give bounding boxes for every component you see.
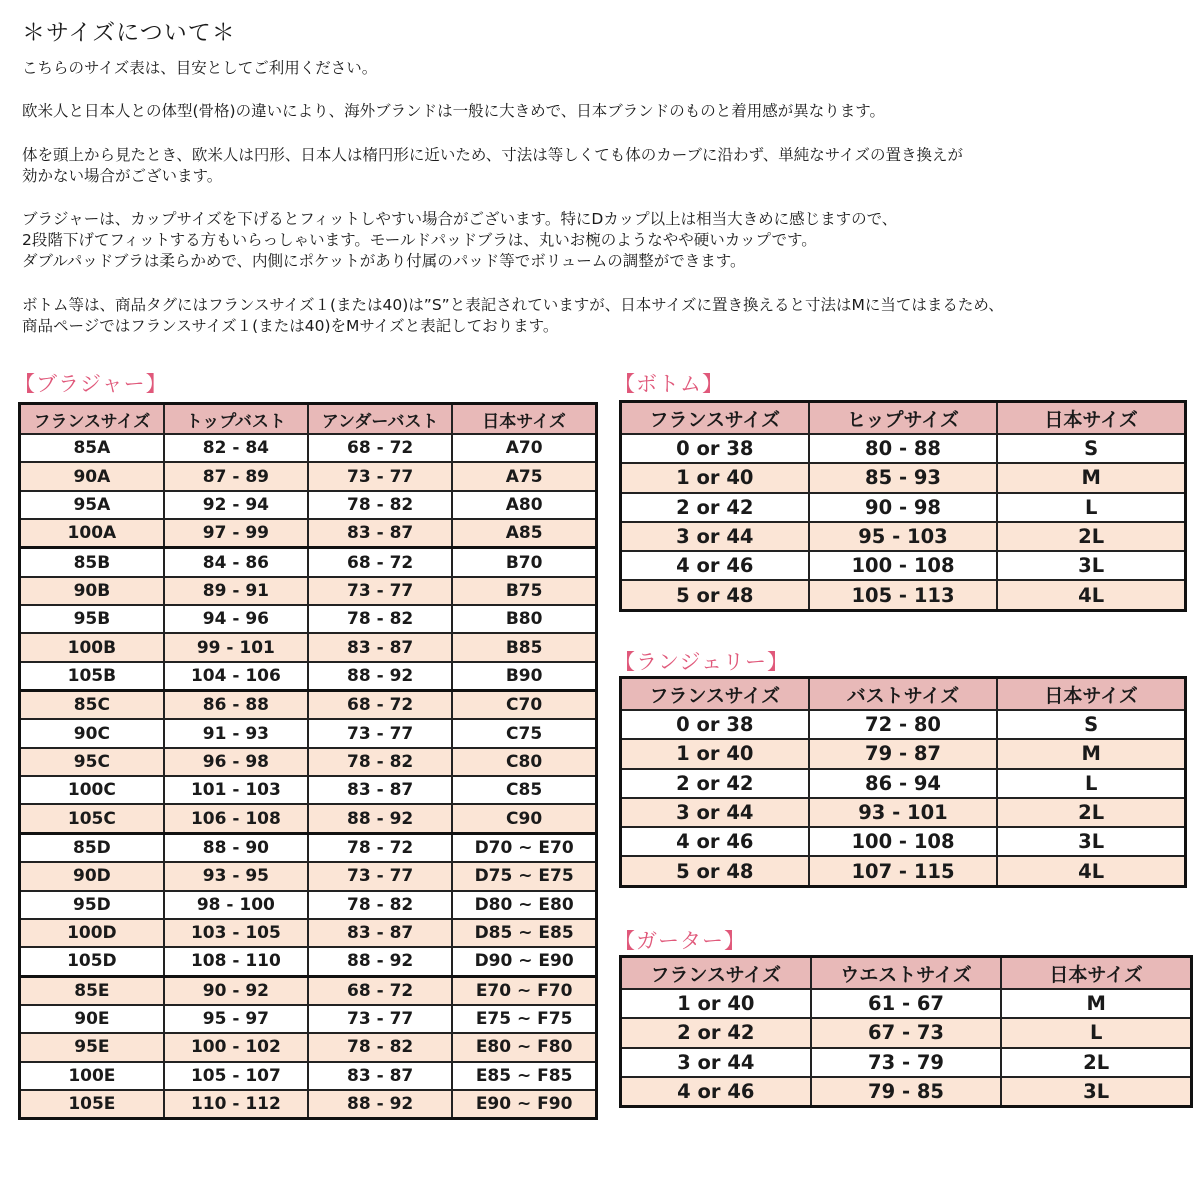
table-cell: 93 - 101	[809, 798, 998, 827]
table-row	[20, 862, 597, 890]
table-cell: 90D	[20, 862, 164, 890]
column-header: フランスサイズ	[20, 404, 164, 435]
table-cell: 105E	[20, 1090, 164, 1119]
column-header: 日本サイズ	[997, 678, 1185, 711]
column-header: バストサイズ	[809, 678, 998, 711]
column-header: 日本サイズ	[997, 402, 1185, 435]
table-cell: 1 or 40	[621, 463, 809, 492]
table-row	[621, 1077, 1192, 1107]
table-cell: 78 - 82	[308, 491, 452, 519]
table-row	[20, 919, 597, 947]
table-cell: 2 or 42	[621, 493, 809, 522]
table-cell: 2L	[1001, 1048, 1191, 1077]
bottom-size-table	[619, 400, 1187, 612]
table-cell: 106 - 108	[164, 804, 308, 833]
table-cell: B85	[452, 633, 596, 661]
table-row	[20, 491, 597, 519]
table-cell: 73 - 77	[308, 862, 452, 890]
intro-line: 効かない場合がございます。	[22, 167, 223, 185]
table-cell: A75	[452, 462, 596, 490]
table-row	[20, 776, 597, 804]
table-cell: 61 - 67	[811, 989, 1002, 1018]
table-cell: 2 or 42	[621, 769, 809, 798]
table-cell: 90 - 92	[164, 976, 308, 1005]
intro-line: 欧米人と日本人との体型(骨格)の違いにより、海外ブランドは一般に大きめで、日本ブランドのものと着用感が異なります。	[22, 102, 886, 120]
table-cell: 83 - 87	[308, 633, 452, 661]
table-header-row	[20, 404, 597, 435]
table-cell: 72 - 80	[809, 710, 998, 739]
column-header: フランスサイズ	[621, 957, 811, 990]
column-header: ヒップサイズ	[809, 402, 998, 435]
table-cell: 93 - 95	[164, 862, 308, 890]
table-cell: 90A	[20, 462, 164, 490]
table-cell: 95B	[20, 605, 164, 633]
table-cell: 5 or 48	[621, 856, 809, 886]
table-cell: C75	[452, 719, 596, 747]
table-cell: D70 ~ E70	[452, 833, 596, 862]
table-header-row	[621, 402, 1186, 435]
table-cell: 97 - 99	[164, 519, 308, 548]
table-cell: 86 - 94	[809, 769, 998, 798]
table-cell: 68 - 72	[308, 976, 452, 1005]
table-row	[20, 577, 597, 605]
table-row	[20, 662, 597, 691]
table-row	[621, 739, 1186, 768]
table-cell: 80 - 88	[809, 434, 998, 463]
table-cell: D85 ~ E85	[452, 919, 596, 947]
table-cell: E90 ~ F90	[452, 1090, 596, 1119]
table-row	[621, 463, 1186, 492]
table-cell: 95 - 103	[809, 522, 998, 551]
table-cell: 95E	[20, 1033, 164, 1061]
table-row	[20, 691, 597, 720]
table-cell: D90 ~ E90	[452, 947, 596, 976]
table-cell: 67 - 73	[811, 1018, 1002, 1047]
table-cell: B80	[452, 605, 596, 633]
table-cell: 79 - 85	[811, 1077, 1002, 1107]
garter-size-table	[619, 955, 1193, 1108]
table-cell: 3 or 44	[621, 798, 809, 827]
table-cell: 87 - 89	[164, 462, 308, 490]
table-cell: 91 - 93	[164, 719, 308, 747]
table-row	[621, 551, 1186, 580]
table-cell: 95C	[20, 748, 164, 776]
table-cell: 68 - 72	[308, 434, 452, 462]
table-cell: 78 - 82	[308, 748, 452, 776]
table-cell: 4L	[997, 580, 1185, 610]
table-row	[20, 462, 597, 490]
table-cell: 3L	[997, 551, 1185, 580]
column-header: フランスサイズ	[621, 678, 809, 711]
table-cell: 100 - 102	[164, 1033, 308, 1061]
table-cell: 78 - 82	[308, 605, 452, 633]
table-cell: 4 or 46	[621, 1077, 811, 1107]
column-header: トップバスト	[164, 404, 308, 435]
table-cell: 78 - 72	[308, 833, 452, 862]
table-cell: 83 - 87	[308, 919, 452, 947]
table-row	[621, 769, 1186, 798]
table-cell: 78 - 82	[308, 891, 452, 919]
table-cell: 3 or 44	[621, 522, 809, 551]
table-row	[20, 1090, 597, 1119]
table-row	[621, 856, 1186, 886]
table-cell: 105 - 107	[164, 1062, 308, 1090]
table-cell: 100D	[20, 919, 164, 947]
table-cell: 100 - 108	[809, 827, 998, 856]
table-row	[20, 605, 597, 633]
table-row	[621, 1048, 1192, 1077]
table-row	[621, 493, 1186, 522]
table-cell: 100B	[20, 633, 164, 661]
table-cell: 105B	[20, 662, 164, 691]
table-cell: B70	[452, 548, 596, 577]
bra-size-table	[18, 402, 598, 1120]
table-cell: 90 - 98	[809, 493, 998, 522]
table-cell: M	[997, 739, 1185, 768]
table-cell: 4L	[997, 856, 1185, 886]
table-cell: 95 - 97	[164, 1005, 308, 1033]
table-header-row	[621, 957, 1192, 990]
intro-paragraph-1	[22, 58, 377, 79]
table-cell: L	[997, 493, 1185, 522]
table-cell: S	[997, 434, 1185, 463]
table-cell: 100 - 108	[809, 551, 998, 580]
table-cell: 90E	[20, 1005, 164, 1033]
table-cell: 107 - 115	[809, 856, 998, 886]
table-row	[621, 989, 1192, 1018]
table-cell: 0 or 38	[621, 710, 809, 739]
table-cell: 73 - 77	[308, 1005, 452, 1033]
table-row	[621, 710, 1186, 739]
table-cell: A85	[452, 519, 596, 548]
table-header-row	[621, 678, 1186, 711]
table-cell: 2L	[997, 798, 1185, 827]
table-cell: 85C	[20, 691, 164, 720]
table-row	[621, 827, 1186, 856]
intro-line: 2段階下げてフィットする方もいらっしゃいます。モールドパッドブラは、丸いお椀のようなやや硬いカップです。	[22, 231, 817, 249]
table-row	[621, 434, 1186, 463]
table-cell: A70	[452, 434, 596, 462]
table-cell: C70	[452, 691, 596, 720]
table-row	[621, 1018, 1192, 1047]
lingerie-section-label: 【ランジェリー】	[614, 650, 790, 674]
table-cell: 68 - 72	[308, 548, 452, 577]
intro-line: ボトム等は、商品タグにはフランスサイズ１(または40)は”S”と表記されていますが、日本サイズに置き換えると寸法はMに当てはまるため、	[22, 296, 1004, 314]
table-cell: 2L	[997, 522, 1185, 551]
table-cell: 95D	[20, 891, 164, 919]
table-row	[621, 522, 1186, 551]
table-cell: 68 - 72	[308, 691, 452, 720]
column-header: 日本サイズ	[1001, 957, 1191, 990]
bottom-section-label: 【ボトム】	[614, 372, 724, 396]
column-header: ウエストサイズ	[811, 957, 1002, 990]
table-row	[621, 798, 1186, 827]
table-cell: 88 - 92	[308, 1090, 452, 1119]
table-cell: 88 - 92	[308, 947, 452, 976]
page-title: ＊サイズについて＊	[22, 20, 236, 46]
table-cell: 96 - 98	[164, 748, 308, 776]
intro-paragraph-2	[22, 101, 885, 122]
table-cell: L	[1001, 1018, 1191, 1047]
table-cell: 83 - 87	[308, 776, 452, 804]
table-row	[20, 947, 597, 976]
bra-section-label: 【ブラジャー】	[14, 372, 168, 396]
table-cell: M	[1001, 989, 1191, 1018]
table-cell: 84 - 86	[164, 548, 308, 577]
intro-paragraph-3	[22, 145, 963, 187]
table-cell: 88 - 90	[164, 833, 308, 862]
table-cell: S	[997, 710, 1185, 739]
table-cell: 85E	[20, 976, 164, 1005]
table-cell: 105D	[20, 947, 164, 976]
table-cell: 90B	[20, 577, 164, 605]
table-cell: 88 - 92	[308, 662, 452, 691]
table-cell: B90	[452, 662, 596, 691]
table-cell: 0 or 38	[621, 434, 809, 463]
table-cell: 101 - 103	[164, 776, 308, 804]
table-cell: 4 or 46	[621, 551, 809, 580]
table-row	[621, 580, 1186, 610]
intro-line: ダブルパッドブラは柔らかめで、内側にポケットがあり付属のパッド等でボリュームの調整ができます。	[22, 252, 746, 270]
table-cell: 85B	[20, 548, 164, 577]
column-header: フランスサイズ	[621, 402, 809, 435]
table-cell: 100A	[20, 519, 164, 548]
table-cell: 5 or 48	[621, 580, 809, 610]
table-cell: 85D	[20, 833, 164, 862]
table-cell: C85	[452, 776, 596, 804]
table-cell: 73 - 77	[308, 462, 452, 490]
table-cell: E85 ~ F85	[452, 1062, 596, 1090]
table-cell: 95A	[20, 491, 164, 519]
table-row	[20, 633, 597, 661]
table-cell: E70 ~ F70	[452, 976, 596, 1005]
table-row	[20, 748, 597, 776]
table-cell: 3L	[997, 827, 1185, 856]
table-cell: 82 - 84	[164, 434, 308, 462]
table-cell: D80 ~ E80	[452, 891, 596, 919]
intro-line: 体を頭上から見たとき、欧米人は円形、日本人は楕円形に近いため、寸法は等しくても体のカーブに沿わず、単純なサイズの置き換えが	[22, 146, 964, 164]
intro-line: ブラジャーは、カップサイズを下げるとフィットしやすい場合がございます。特にDカップ以上は相当大きめに感じますので、	[22, 210, 898, 228]
table-cell: 108 - 110	[164, 947, 308, 976]
table-cell: 1 or 40	[621, 989, 811, 1018]
table-cell: 85 - 93	[809, 463, 998, 492]
table-cell: D75 ~ E75	[452, 862, 596, 890]
table-cell: 90C	[20, 719, 164, 747]
table-cell: 85A	[20, 434, 164, 462]
table-row	[20, 548, 597, 577]
table-row	[20, 833, 597, 862]
table-cell: 104 - 106	[164, 662, 308, 691]
table-cell: 73 - 79	[811, 1048, 1002, 1077]
table-cell: 1 or 40	[621, 739, 809, 768]
table-cell: 3 or 44	[621, 1048, 811, 1077]
table-cell: 105C	[20, 804, 164, 833]
table-cell: C80	[452, 748, 596, 776]
table-cell: 78 - 82	[308, 1033, 452, 1061]
table-cell: M	[997, 463, 1185, 492]
intro-line: 商品ページではフランスサイズ１(または40)をMサイズと表記しております。	[22, 317, 559, 335]
table-cell: 83 - 87	[308, 519, 452, 548]
table-cell: 92 - 94	[164, 491, 308, 519]
table-row	[20, 1005, 597, 1033]
table-cell: 86 - 88	[164, 691, 308, 720]
table-cell: E75 ~ F75	[452, 1005, 596, 1033]
table-cell: E80 ~ F80	[452, 1033, 596, 1061]
table-cell: L	[997, 769, 1185, 798]
table-cell: 3L	[1001, 1077, 1191, 1107]
table-row	[20, 891, 597, 919]
table-cell: 73 - 77	[308, 719, 452, 747]
table-cell: 89 - 91	[164, 577, 308, 605]
table-cell: 100C	[20, 776, 164, 804]
lingerie-size-table	[619, 676, 1187, 888]
table-cell: 4 or 46	[621, 827, 809, 856]
table-cell: 79 - 87	[809, 739, 998, 768]
column-header: アンダーバスト	[308, 404, 452, 435]
table-row	[20, 804, 597, 833]
table-cell: A80	[452, 491, 596, 519]
table-cell: B75	[452, 577, 596, 605]
table-cell: 88 - 92	[308, 804, 452, 833]
table-cell: 94 - 96	[164, 605, 308, 633]
table-cell: 105 - 113	[809, 580, 998, 610]
intro-line: こちらのサイズ表は、目安としてご利用ください。	[22, 59, 378, 77]
column-header: 日本サイズ	[452, 404, 596, 435]
table-cell: 103 - 105	[164, 919, 308, 947]
table-cell: 100E	[20, 1062, 164, 1090]
garter-section-label: 【ガーター】	[614, 929, 746, 953]
table-row	[20, 976, 597, 1005]
intro-paragraph-5	[22, 295, 1004, 337]
table-cell: 73 - 77	[308, 577, 452, 605]
table-cell: 83 - 87	[308, 1062, 452, 1090]
table-row	[20, 519, 597, 548]
intro-paragraph-4	[22, 209, 897, 272]
table-row	[20, 434, 597, 462]
table-row	[20, 1033, 597, 1061]
table-cell: 99 - 101	[164, 633, 308, 661]
table-row	[20, 719, 597, 747]
table-row	[20, 1062, 597, 1090]
table-cell: 98 - 100	[164, 891, 308, 919]
table-cell: 110 - 112	[164, 1090, 308, 1119]
table-cell: C90	[452, 804, 596, 833]
table-cell: 2 or 42	[621, 1018, 811, 1047]
